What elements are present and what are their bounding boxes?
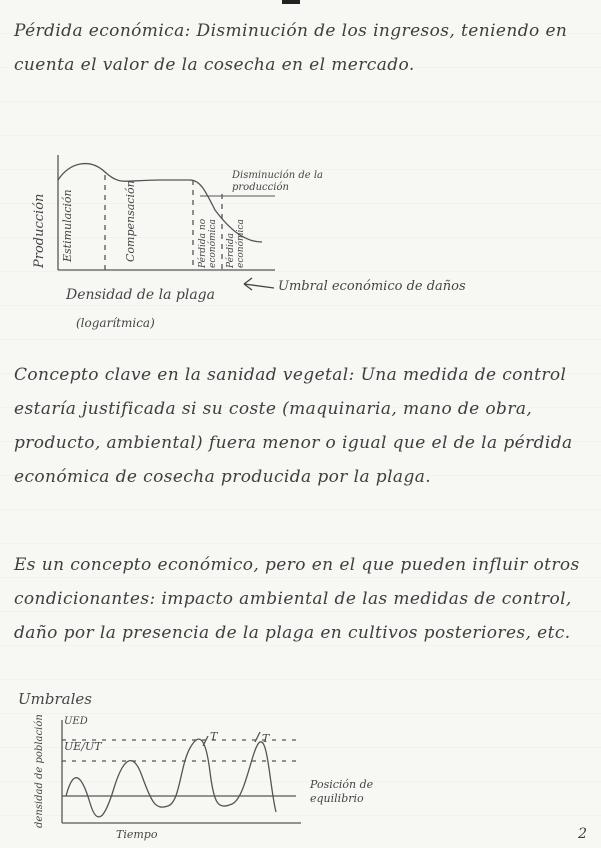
fig1-zone-4: Pérdida económica <box>226 219 246 268</box>
fig2-heading: Umbrales <box>18 690 92 708</box>
definition-text: Pérdida económica: Disminución de los ingresos, teniendo en cuenta el valor de la cosecha en el mercado. <box>14 21 568 75</box>
concept-paragraph: Concepto clave en la sanidad vegetal: Una medida de control estaría justificada si su coste (maquinaria, mano de obra, producto, ambiental) fuera menor o igual que el de la pérdida económica de cosecha producida por la plaga. <box>14 365 573 487</box>
fig2-equilibrium-label: Posición de equilibrio <box>310 778 374 805</box>
fig2-mid-line-label: UE/UT <box>64 740 102 753</box>
fig1-y-label: Producción <box>32 193 47 268</box>
fig2-y-label: densidad de población <box>34 714 45 828</box>
fig2-top-line-label: UED <box>64 716 88 727</box>
page-number: 2 <box>578 826 587 842</box>
page-top-mark <box>282 0 300 4</box>
fig1-zone-2: Compensación <box>124 180 137 262</box>
fig1-zone-1: Estimulación <box>61 189 74 262</box>
fig1-zone-3: Pérdida no económica <box>198 218 218 268</box>
fig1-annotation: Disminución de la producción <box>232 170 324 193</box>
fig1-arrow <box>238 268 278 298</box>
fig2-t-tick-2 <box>255 732 260 742</box>
second-paragraph: Es un concepto económico, pero en el que pueden influir otros condicionantes: impacto ambiental de las medidas de control, daño por la presencia de la plaga en cultivos posteriores, etc. <box>14 555 580 643</box>
fig1-arrow-label: Umbral económico de daños <box>278 279 466 294</box>
fig1-x-label-note: (logarítmica) <box>76 316 155 330</box>
fig2-t-mark-2: T <box>262 732 270 745</box>
fig1-x-label: Densidad de la plaga <box>66 287 215 303</box>
fig2-t-tick-1 <box>203 736 208 746</box>
fig2-x-label: Tiempo <box>116 828 158 841</box>
fig2-t-mark-1: T <box>210 730 218 743</box>
